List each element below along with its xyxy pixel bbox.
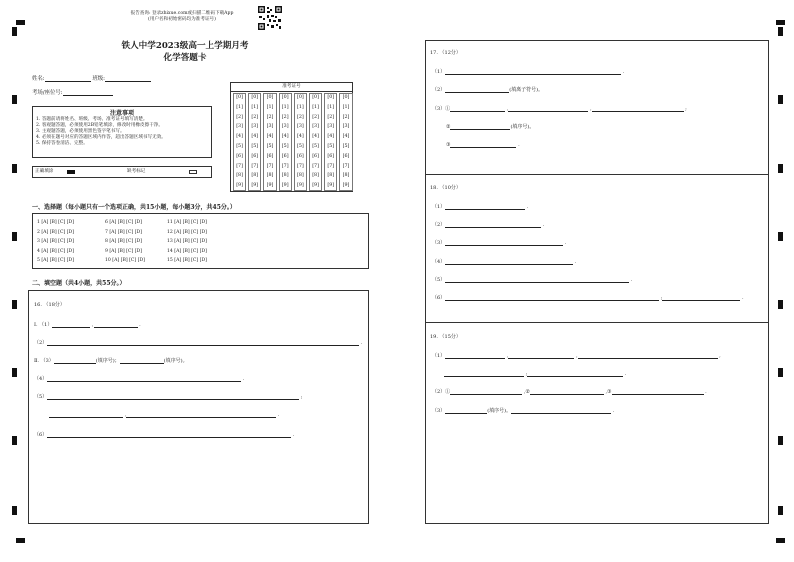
exam-id-digit-bubble[interactable]: [5]: [281, 144, 289, 149]
exam-id-column: [294, 93, 307, 191]
exam-id-digit-bubble[interactable]: [9]: [251, 183, 259, 189]
timing-mark: [12, 506, 17, 515]
fill-note: (填序号)；: [95, 358, 120, 364]
answer-line[interactable]: [445, 68, 621, 75]
choice-column: [105, 218, 145, 266]
part-label: （4）: [34, 376, 48, 382]
choice-bubble-row[interactable]: 3 [A] [B] [C] [D]: [37, 239, 74, 245]
answer-line[interactable]: [530, 388, 604, 395]
exam-id-digit-bubble[interactable]: [6]: [312, 153, 319, 159]
exam-id-digit-bubble[interactable]: [1]: [312, 104, 319, 110]
exam-id-digit-bubble[interactable]: [5]: [342, 144, 350, 149]
part-label: ②: [525, 389, 530, 395]
exam-id-digit-bubble[interactable]: [3]: [342, 124, 350, 130]
q16-part3: [34, 357, 188, 364]
exam-id-digit-bubble[interactable]: [3]: [251, 124, 259, 130]
fill-note: (填序号)。: [163, 358, 188, 364]
timing-mark: [778, 95, 783, 104]
exam-id-digit-bubble[interactable]: [6]: [296, 153, 304, 159]
choice-bubble-row[interactable]: 2 [A] [B] [C] [D]: [37, 229, 74, 235]
answer-line[interactable]: [612, 388, 704, 395]
q19-box: [426, 323, 768, 523]
answer-line[interactable]: [445, 352, 505, 359]
part-label: （1）: [432, 69, 446, 75]
fill-note: (填序号)。: [487, 408, 512, 414]
absent-mark-box[interactable]: [189, 170, 197, 174]
part-label: ③: [446, 142, 451, 148]
choice-bubble-row[interactable]: 8 [A] [B] [C] [D]: [105, 239, 142, 245]
exam-id-digit-bubble[interactable]: [7]: [236, 163, 243, 169]
q17-box: [426, 41, 768, 175]
answer-line[interactable]: [47, 375, 241, 382]
exam-id-digit-bubble[interactable]: [2]: [312, 114, 319, 120]
exam-id-digits: [231, 92, 352, 192]
part-label: （6）: [34, 432, 48, 438]
exam-id-digit-bubble[interactable]: [5]: [236, 144, 243, 149]
choice-bubble-row[interactable]: 14 [A] [B] [C] [D]: [167, 248, 207, 254]
exam-id-column: [233, 93, 246, 191]
exam-id-digit-bubble[interactable]: [4]: [342, 134, 350, 140]
timing-mark: [778, 232, 783, 241]
exam-id-digit-bubble[interactable]: [7]: [342, 163, 350, 169]
exam-id-digit-bubble[interactable]: [8]: [312, 173, 319, 179]
page-title: 铁人中学2023级高一上学期月考: [121, 41, 249, 51]
part-label: Ⅰ. （1）: [34, 322, 53, 328]
exam-id-digit-bubble[interactable]: [3]: [327, 124, 335, 130]
answer-line[interactable]: [444, 370, 524, 377]
choice-bubble-row[interactable]: 7 [A] [B] [C] [D]: [105, 229, 142, 235]
exam-id-digit-bubble[interactable]: [0]: [281, 95, 289, 100]
exam-id-digit-bubble[interactable]: [7]: [266, 163, 274, 169]
answer-line[interactable]: [578, 352, 718, 359]
qr-code-icon: [258, 6, 282, 30]
q19-part1: （1） , , ,: [432, 353, 721, 359]
q19-title: 19. （15分）: [430, 334, 461, 340]
exam-id-digit-bubble[interactable]: [0]: [342, 95, 350, 100]
notice-item: 1. 答题前请将姓名、班级、考场、准考证号填写清楚。: [36, 117, 148, 122]
exam-id-digit-bubble[interactable]: [6]: [281, 153, 289, 159]
answer-line[interactable]: [126, 411, 276, 418]
answer-line[interactable]: [450, 123, 510, 130]
q16-part6: （6） .: [34, 432, 295, 438]
q19-part3: （3） (填序号)。 .: [432, 408, 615, 414]
q18-box: [426, 175, 768, 323]
exam-id-digit-bubble[interactable]: [8]: [342, 173, 350, 179]
exam-id-digit-bubble[interactable]: [6]: [342, 153, 350, 159]
answer-line[interactable]: [662, 294, 740, 301]
part-label: （1）: [432, 353, 446, 359]
exam-id-digit-bubble[interactable]: [9]: [296, 183, 304, 189]
exam-id-digit-bubble[interactable]: [5]: [266, 144, 274, 149]
report-note-line: (用户名和初始密码均为准考证号): [148, 17, 216, 22]
choice-bubble-row[interactable]: 10 [A] [B] [C] [D]: [105, 258, 145, 264]
exam-id-digit-bubble[interactable]: [1]: [296, 104, 304, 110]
choice-bubble-row[interactable]: 12 [A] [B] [C] [D]: [167, 229, 207, 235]
exam-id-digit-bubble[interactable]: [4]: [251, 134, 259, 140]
exam-id-digit-bubble[interactable]: [9]: [266, 183, 274, 189]
exam-id-column: [309, 93, 322, 191]
part-label: Ⅱ. （3）: [34, 358, 54, 364]
name-label: 姓名:: [32, 76, 45, 82]
absent-mark-label: 缺考标记: [127, 169, 146, 174]
exam-id-digit-bubble[interactable]: [9]: [281, 183, 289, 189]
exam-id-digit-bubble[interactable]: [2]: [296, 114, 304, 120]
q16-part2: （2） .: [34, 340, 363, 346]
exam-id-digit-bubble[interactable]: [4]: [327, 134, 335, 140]
exam-id-digit-bubble[interactable]: [0]: [236, 95, 243, 100]
answer-line[interactable]: [445, 203, 525, 210]
exam-id-digit-bubble[interactable]: [7]: [296, 163, 304, 169]
part-label: ③: [607, 389, 612, 395]
section1-title: 一、选择题（每小题只有一个选项正确，共15小题，每小题3分，共45分。）: [32, 204, 236, 211]
q17-part1: （1） .: [432, 69, 625, 75]
answer-line[interactable]: [47, 393, 299, 400]
report-note: [112, 11, 252, 23]
answer-line[interactable]: [445, 294, 659, 301]
choice-bubble-row[interactable]: 5 [A] [B] [C] [D]: [37, 258, 74, 264]
notice-item: 4. 必须在题号对应的答题区域内作答，超出答题区域书写无效。: [36, 135, 166, 140]
exam-id-digit-bubble[interactable]: [8]: [296, 173, 304, 179]
choice-bubble-row[interactable]: 9 [A] [B] [C] [D]: [105, 248, 142, 254]
part-label: （5）: [432, 277, 446, 283]
exam-id-digit-bubble[interactable]: [9]: [236, 183, 243, 189]
exam-id-digit-bubble[interactable]: [5]: [296, 144, 304, 149]
exam-id-digit-bubble[interactable]: [4]: [236, 134, 243, 140]
exam-id-digit-bubble[interactable]: [3]: [312, 124, 319, 130]
q18-part3: （3） .: [432, 240, 567, 246]
q16-part4: （4） .: [34, 376, 245, 382]
timing-mark: [778, 27, 783, 36]
exam-id-digit-bubble[interactable]: [1]: [251, 104, 259, 110]
page-subtitle: 化学答题卡: [163, 53, 207, 63]
answer-line[interactable]: [52, 321, 90, 328]
answer-line[interactable]: [445, 276, 629, 283]
class-field[interactable]: [105, 75, 151, 82]
part-label: （6）: [432, 295, 446, 301]
fill-legend: [32, 166, 212, 178]
choice-column: [37, 218, 74, 266]
exam-id-digit-bubble[interactable]: [6]: [327, 153, 335, 159]
q17-part3: （3）① , , ;: [432, 106, 687, 112]
seat-label: 考场/座位号:: [32, 90, 63, 96]
answer-line[interactable]: [445, 258, 573, 265]
corner-mark: [776, 538, 785, 543]
choice-bubble-row[interactable]: 11 [A] [B] [C] [D]: [167, 220, 207, 225]
exam-id-digit-bubble[interactable]: [8]: [236, 173, 243, 179]
exam-id-digit-bubble[interactable]: [1]: [281, 104, 289, 110]
section2-title: 二、填空题（共4小题，共55分。）: [32, 280, 126, 287]
timing-mark: [12, 164, 17, 173]
q18-part1: （1） .: [432, 204, 529, 210]
exam-id-digit-bubble[interactable]: [4]: [296, 134, 304, 140]
exam-id-column: [248, 93, 261, 191]
exam-id-digit-bubble[interactable]: [2]: [327, 114, 335, 120]
notice-item: 2. 客观题答题，必须使用2B铅笔填涂，修改时用橡皮擦干净。: [36, 123, 163, 128]
exam-id-digit-bubble[interactable]: [4]: [281, 134, 289, 140]
choice-bubble-row[interactable]: 4 [A] [B] [C] [D]: [37, 248, 74, 254]
choice-answer-box: [32, 213, 369, 269]
timing-mark: [778, 506, 783, 515]
exam-id-digit-bubble[interactable]: [3]: [296, 124, 304, 130]
q17-title: 17. （12分）: [430, 50, 461, 56]
exam-id-digit-bubble[interactable]: [8]: [281, 173, 289, 179]
exam-id-digit-bubble[interactable]: [0]: [327, 95, 335, 100]
answer-line[interactable]: [445, 221, 541, 228]
exam-id-digit-bubble[interactable]: [3]: [266, 124, 274, 130]
part-label: （2）: [432, 87, 446, 93]
timing-mark: [12, 300, 17, 309]
q16-title: 16. （18分）: [34, 302, 65, 308]
report-note-line: 报告查询: 登录zhixue.com或扫描二维码下载App: [130, 11, 234, 16]
exam-id-digit-bubble[interactable]: [7]: [251, 163, 259, 169]
notice-box: [32, 106, 212, 158]
exam-id-digit-bubble[interactable]: [2]: [342, 114, 350, 120]
answer-line[interactable]: [120, 357, 164, 364]
correct-fill-label: 正确填涂: [35, 169, 54, 174]
exam-id-column: [279, 93, 292, 191]
q17-part3-3: ③ .: [446, 142, 520, 148]
answer-line[interactable]: [527, 370, 623, 377]
exam-id-digit-bubble[interactable]: [7]: [327, 163, 335, 169]
answer-line[interactable]: [47, 431, 291, 438]
right-answer-column: [425, 40, 769, 524]
q17-part2: [432, 86, 543, 93]
exam-id-digit-bubble[interactable]: [2]: [281, 114, 289, 120]
answer-line[interactable]: [450, 388, 522, 395]
name-field[interactable]: [45, 75, 91, 82]
exam-id-digit-bubble[interactable]: [9]: [342, 183, 350, 189]
q17-part3-2: [446, 123, 534, 130]
answer-line[interactable]: [94, 321, 138, 328]
part-label: （4）: [432, 259, 446, 265]
notice-item: 5. 保持答卷清洁、完整。: [36, 141, 88, 146]
exam-id-digit-bubble[interactable]: [6]: [266, 153, 274, 159]
exam-id-digit-bubble[interactable]: [6]: [251, 153, 259, 159]
corner-mark: [16, 538, 25, 543]
answer-line[interactable]: [592, 105, 684, 112]
answer-line[interactable]: [450, 141, 516, 148]
choice-column: [167, 218, 207, 266]
exam-id-digit-bubble[interactable]: [2]: [266, 114, 274, 120]
exam-id-digit-bubble[interactable]: [0]: [266, 95, 274, 100]
part-label: （5）: [34, 394, 48, 400]
answer-line[interactable]: [450, 105, 505, 112]
exam-id-digit-bubble[interactable]: [7]: [281, 163, 289, 169]
exam-id-digit-bubble[interactable]: [1]: [342, 104, 350, 110]
student-info-row: [32, 74, 151, 82]
exam-id-digit-bubble[interactable]: [0]: [251, 95, 259, 100]
exam-id-digit-bubble[interactable]: [3]: [236, 124, 243, 130]
exam-id-digit-bubble[interactable]: [5]: [327, 144, 335, 149]
q16-part5: （5） ;: [34, 394, 303, 400]
q16-part1: Ⅰ. （1） , .: [34, 322, 141, 328]
notice-title: 注意事项: [109, 110, 134, 117]
fill-note: (填序号)。: [510, 124, 535, 130]
answer-line[interactable]: [49, 411, 123, 418]
exam-id-digit-bubble[interactable]: [1]: [266, 104, 274, 110]
q19-part2: （2）① ,② ,③ .: [432, 389, 707, 395]
corner-mark: [16, 20, 25, 25]
exam-id-digit-bubble[interactable]: [4]: [312, 134, 319, 140]
exam-id-digit-bubble[interactable]: [2]: [236, 114, 243, 120]
q16-part5-cont: , .: [49, 411, 279, 418]
answer-line[interactable]: [508, 105, 588, 112]
exam-id-digit-bubble[interactable]: [5]: [312, 144, 319, 149]
q18-part5: （5） .: [432, 277, 633, 283]
answer-line[interactable]: [511, 407, 611, 414]
part-label: （3）: [432, 240, 446, 246]
q18-part4: （4） .: [432, 259, 577, 265]
exam-id-digit-bubble[interactable]: [9]: [327, 183, 335, 189]
notice-item: 3. 主观题答题，必须使用黑色签字笔书写。: [36, 129, 125, 134]
q18-title: 18. （10分）: [430, 185, 461, 191]
exam-id-column: [263, 93, 276, 191]
timing-mark: [778, 368, 783, 377]
part-label: （3）①: [432, 106, 451, 112]
timing-mark: [778, 164, 783, 173]
timing-mark: [778, 436, 783, 445]
exam-id-digit-bubble[interactable]: [0]: [312, 95, 319, 100]
exam-id-title: 准考证号: [231, 83, 352, 92]
q19-part1-cont: ; .: [444, 370, 626, 377]
fill-note: (填离子符号)。: [509, 87, 544, 93]
part-label: （2）: [432, 222, 446, 228]
choice-bubble-row[interactable]: 13 [A] [B] [C] [D]: [167, 239, 207, 245]
answer-line[interactable]: [508, 352, 574, 359]
exam-id-digit-bubble[interactable]: [0]: [296, 95, 304, 100]
answer-line[interactable]: [54, 357, 96, 364]
exam-id-digit-bubble[interactable]: [1]: [327, 104, 335, 110]
timing-mark: [778, 300, 783, 309]
exam-id-digit-bubble[interactable]: [1]: [236, 104, 243, 110]
answer-line[interactable]: [445, 407, 487, 414]
exam-id-digit-bubble[interactable]: [2]: [251, 114, 259, 120]
exam-id-digit-bubble[interactable]: [4]: [266, 134, 274, 140]
timing-mark: [12, 27, 17, 36]
exam-id-digit-bubble[interactable]: [9]: [312, 183, 319, 189]
corner-mark: [776, 20, 785, 25]
answer-line[interactable]: [445, 86, 509, 93]
seat-field[interactable]: [63, 89, 113, 96]
exam-id-column: [339, 93, 352, 191]
exam-id-digit-bubble[interactable]: [3]: [281, 124, 289, 130]
q16-box: [28, 290, 369, 524]
class-label: 班级:: [92, 76, 105, 82]
part-label: ②: [446, 124, 451, 130]
timing-mark: [12, 232, 17, 241]
answer-line[interactable]: [47, 339, 359, 346]
part-label: （3）: [432, 408, 446, 414]
timing-mark: [12, 436, 17, 445]
correct-fill-sample: [67, 170, 75, 174]
timing-mark: [12, 95, 17, 104]
exam-id-digit-bubble[interactable]: [8]: [251, 173, 259, 179]
exam-id-digit-bubble[interactable]: [7]: [312, 163, 319, 169]
q18-part2: （2） .: [432, 222, 545, 228]
exam-id-digit-bubble[interactable]: [8]: [327, 173, 335, 179]
seat-info-row: [32, 88, 113, 96]
exam-id-digit-bubble[interactable]: [6]: [236, 153, 243, 159]
answer-line[interactable]: [445, 239, 563, 246]
choice-bubble-row[interactable]: 1 [A] [B] [C] [D]: [37, 220, 74, 225]
choice-bubble-row[interactable]: 15 [A] [B] [C] [D]: [167, 258, 207, 264]
part-label: （2）①: [432, 389, 451, 395]
exam-id-digit-bubble[interactable]: [8]: [266, 173, 274, 179]
q18-part6: （6） ; .: [432, 295, 744, 301]
part-label: （1）: [432, 204, 446, 210]
exam-id-digit-bubble[interactable]: [5]: [251, 144, 259, 149]
exam-id-column: [324, 93, 337, 191]
timing-mark: [12, 368, 17, 377]
exam-id-grid: [230, 82, 353, 192]
part-label: （2）: [34, 340, 48, 346]
choice-bubble-row[interactable]: 6 [A] [B] [C] [D]: [105, 220, 142, 225]
